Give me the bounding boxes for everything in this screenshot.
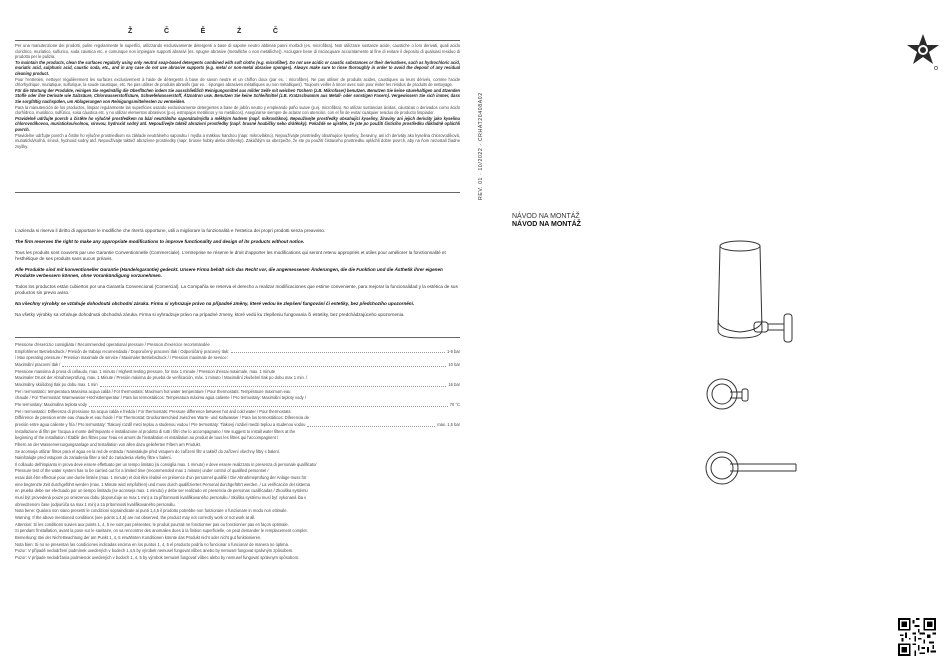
spec-text: Il collaudo dell'impianto in prova deve essere effettuato per un tempo limitato (si consiglia max. 1 minuto) e deve essere realizzato in presenza di personale qualificato/: [15, 461, 317, 467]
spec-text: Pozor: V případě nedodržení podmínek uvedených v bodech 1,4,5 by výrobek nemusel fungovat vůbec anebo by nemusel fungovat správným způsobem.: [15, 548, 294, 554]
spec-row: [15, 429, 460, 436]
spec-text: Per i termostatici: Differenza di pressione tra acqua calda e fredda / For thermostats: Pressure difference between hot and cold water / Pour thermostats:: [15, 408, 292, 414]
manual-title-sk: NÁVOD NA MONTÁŽ: [512, 221, 581, 228]
spec-text: Nota bene: Qualora non siano presenti le condizioni sopraindicate ai punti 1,4,5 il prodotto potrebbe non funzionare o funzionare in modo non ottimale.: [15, 508, 288, 514]
spec-text: Se aconseja utilizar filtros para el agua en la red de entrada / Nainstalujte před vstupem do zařízení filtr a taktéž do zařízení všechny filtry s balení.: [15, 448, 281, 454]
care-fr: Pour l'entretien, nettoyer régulièrement les surfaces exclusivement à l'aide de détergents à base de savon neutre et un chiffon doux (par ex. : microfibre). Ne pas utiliser de produits acides, caustiques ou leurs dérivés, comme l'acide chlorhydrique, muriatique, sulfurique, la soude caustique, etc. Ne pas utiliser de produits abrasifs (par ex. : éponges abrasives métalliques ou non métalliques). Toujours veiller à rincer avec soin pour éviter les résidus de produits de nettoyage.: [15, 76, 460, 88]
care-en: To maintain the products, clean the surfaces regularly using only neutral soap-based detergents combined with soft cloths (e.g. microfiber). Do not use acidic or caustic substances or their derivatives, such as hydrochloric acid, muriatic acid, sulphuric acid, caustic soda, etc., and in any case do not use abrasive supports (e.g. metal or non-metal abrasive sponges). Always make sure to rinse thoroughly in order to avoid the deposit of any residual cleaning product.: [15, 59, 460, 76]
spec-text: obmedzenom čase (odporúča sa max 1 min) a za prítomnosti kvalifikovaného personálu.: [15, 501, 176, 507]
spec-row: [15, 468, 460, 475]
spec-leader-dots: [100, 382, 447, 387]
spec-value: max. 1,5 bar: [437, 421, 460, 427]
spec-leader-dots: [231, 349, 445, 354]
manual-title-cs: NÁVOD NA MONTÁŽ: [512, 213, 580, 220]
language-letters: [128, 28, 278, 35]
revision-code: REV. 01 · 10/2022 · CRHAT20408A02: [478, 92, 484, 200]
spec-row: [15, 402, 460, 409]
spec-row: [15, 535, 460, 542]
spec-row: [15, 555, 460, 562]
spec-row: [15, 415, 460, 422]
spec-text: Pressione massima di prova di collaudo, max. 1 minuto / Highest testing pressure, for max 1 minute / Pression d'essai maximale, max. 1 minute: [15, 368, 276, 374]
spec-row: [15, 515, 460, 522]
spec-row: [15, 542, 460, 549]
spec-row: [15, 422, 460, 429]
letter-z: Ž: [128, 28, 133, 35]
spec-text: Installazione di filtri per l'acqua a monte dell'impianto e installazione al prodotto di tutti i filtri che lo accompagnano / We suggest to install water filters at the: [15, 428, 296, 434]
spec-row: [15, 342, 460, 349]
spec-text: Pressione d'esercizio consigliata / Recommended operational pressure / Pression d'exercice recommandée: [15, 342, 210, 347]
spec-text: Maximaler Druck der Abnahmeprüfung, max. 1 Minute / Presión máxima de prueba de verificación, máx. 1 minuto / Maximální zkušební tlak po dobu max 1 min. /: [15, 375, 308, 381]
qr-code: [898, 618, 936, 656]
spec-leader-dots: [62, 362, 446, 367]
spec-text: presión entre agua caliente y fría / Pro termostaty: Tlakový rozdíl mezi teplou a studenou vodou / Pre termostaty: Tlakový rozdiel medzi teplou a studenou vodou: [15, 421, 306, 427]
spec-row: [15, 475, 460, 482]
spec-row: [15, 362, 460, 369]
spec-row: [15, 455, 460, 462]
spec-text: Nota bien: Si no se presentan las condiciones indicadas encima en los puntos 1, 4, 5 el producto podría no funcionar o funcionar de manera no óptima.: [15, 541, 289, 547]
spec-text: Pozor: V prípade nedodržania podmienok uvedených v bodoch 1, 4, 5 by výrobok nemusel fungovať vôbec alebo by nemusel fungovať správnym spôsobom.: [15, 555, 300, 560]
glass-holder-drawing: [718, 241, 792, 342]
spec-row: [15, 435, 460, 442]
rights-es: Todos los productos están cubiertos por una Garantía Convencional (Comercial). La Compañía se reserva el derecho a realizar modificaciones que estime conveniente, para mejorar la funcionalidad y la estética de sus productos sin previo aviso.: [15, 284, 458, 295]
spec-value: 70 °C: [449, 401, 460, 407]
spec-text: Empfohlener Betriebsdruck / Presión de trabajo recomendada / Doporučený pracovní tlak / Odporúčaný pracovný tlak:: [15, 348, 230, 354]
spec-row: [15, 369, 460, 376]
spec-text: Maximální pracovní tlak /: [15, 361, 61, 367]
spec-text: Filtern an der Wasserversorgungsanlage und Installation von allen dazu gelieferten Filtern am Produkt.: [15, 441, 201, 447]
spec-row: [15, 442, 460, 449]
spec-leader-dots: [89, 402, 448, 407]
spec-text: beginning of the installation / Établir des filtres pour l'eau en amont de l'installation et installation au produit de tous les filtres qui l'accompagnent /: [15, 435, 279, 441]
letter-c2: Č: [272, 28, 278, 35]
spec-row: [15, 528, 460, 535]
letter-e: Ě: [200, 28, 206, 35]
spec-value: 10 bar: [448, 361, 460, 367]
spec-text: en prueba debe ser efectuado por un tiempo limitado (se aconseja max. 1 minuto) y debe ser realizado en presencia de personas cualificadas / Zkouška systému: [15, 488, 308, 494]
care-de: Für die Wartung der Produkte, reinigen Sie regelmäßig die Oberflächen indem Sie ausschließlich Reinigungsmittel aus milder Seife mit weichen Tüchern (z.B. Mikrofaser) benutzen. Benutzen Sie keine säurehaltigen und ätzenden Stoffe oder ihre Derivate wie Salzsäure, Chlorwasserstoffsäure, Schwefelwasserstoff, Ätznatron usw. Benutzen Sie keine Schleifmittel (z.B. Kratzschwamm aus Metall- oder sonstigen Fasern). Vergewissern Sie sich immer, dass Sie sorgfältig nachspülen, um Ablagerungen von Reinigungsmittelresten zu vermeiden.: [15, 87, 460, 104]
spec-text: Attention: Si les conditions suivies aux points 1, 4, 5 ne sont pas présentes, le produit pourrait ne fonctionner pas ou fonctionner pas en façon optimale.: [15, 521, 289, 527]
spec-row: [15, 389, 460, 396]
spec-row: [15, 449, 460, 456]
technical-specs: [15, 342, 460, 562]
towel-bar-drawing: [706, 452, 796, 484]
rights-it: L'azienda si riserva il diritto di apportare le modifiche che riterrà opportune, utili a migliorare la funzionalità e l'estetica dei propri prodotti senza preavviso.: [15, 228, 326, 233]
spec-row: [15, 495, 460, 502]
spec-row: [15, 482, 460, 489]
spec-row: [15, 355, 460, 362]
spec-row: [15, 508, 460, 515]
spec-text: Warning: If the above mentioned conditions (see points 1,4,5) are not observed, the product may not correctly work or not work at all.: [15, 515, 256, 521]
spec-text: Maximálny skúšobný tlak po dobu max. 1 min: [15, 381, 98, 387]
care-es: Para la manutención de los productos, limpiar regularmente las superficies usando exclusivamente detergentes a base de jabón neutro y empleando paño suave (p.ej. microfibra). No utilizar sustancias ácidas, cáusticas o derivados como ácido clorhídrico, muriático, sulfúrico, sosa cáustica etc. y no utilizar elementos abrasivos (p.ej. estropajos metálicos y no metálicos). Asegúrarse siempre de aclarar con atención, con el fin de evitar cualquier residuo de producto limpiador.: [15, 104, 460, 116]
spec-text: Si pendant l'installation, avant la pose sur le sanitaire, on va rencontrer des anomalies dues à la finition superficielle, on peut demander le remplacement complet.: [15, 528, 308, 534]
spec-row: [15, 395, 460, 402]
spec-text: / Max operating pressure / Pression maximale de service / Maximaler Betriebsdruck / / Pression maximale de service:: [15, 355, 228, 361]
spec-row: [15, 502, 460, 509]
spec-text: Per i termostatici: temperatura Massima acqua calda / For thermostats: Maximum hot water temperature / Pour thermostats: Température maximum eau: [15, 388, 291, 394]
rights-en: The firm reserves the right to make any appropriate modifications to improve functionality and design of its products without notice.: [15, 239, 305, 244]
spec-text: Pressure test of the water system has to be carried out for a limited time (recommended max 1 minute) under control of qualified personnel /: [15, 468, 269, 474]
warranty-notes: [15, 228, 460, 323]
specs-divider: [15, 337, 460, 338]
spec-text: Bemerkung: Bei der Nicht-Beachtung der am Punkt 1, 4, 5 erwähnten Konditionen könnte das Produkt nicht oder nicht gut funktionieren.: [15, 535, 262, 541]
spec-text: Différence de pression entre eau chaude et eau froide / Für Thermostat: Druckunterschied zwischen Warm- und Kaltwasser / Para los termostáticos: Diferencia de: [15, 415, 309, 421]
spec-text: eine begrenzte Zeit durchgeführt werden (max. 1 Minute wird empfohlen) und muss durch qualifiziertes Personal durchgeführt werden. / La verificación del sistema: [15, 481, 310, 487]
spec-row: [15, 462, 460, 469]
spec-text: Pre termostaty: Maximálna teplota vody: [15, 401, 87, 407]
rights-cs: Na všechny výrobky se vztahuje dohodnutá obchodní záruka. Firma si vyhrazuje právo na případné změny, které vedou ke zlepšení fungování či estetiky, bez předchozího upozornění.: [15, 301, 415, 306]
spec-text: chaude / Für Thermostat: Warmwasser-Höchsttemperatur / Para los termostáticos: Temperatura máxima agua caliente / Pro termostaty: Maximální teploty vody /: [15, 395, 306, 401]
spec-row: [15, 522, 460, 529]
care-it: Per una manutenzione dei prodotti, pulire regolarmente le superfici, utilizzando esclusivamente detergenti a base di sapone neutro abbinati panni morbidi (es. microfibra). Non utilizzare sostanze acide, caustiche o loro derivati, quali acido cloridrico, muriatico, sulfurico, soda caustica etc. e comunque non impiegare supporti abrasivi (es. spugne abrasive (metalliche o non metalliche)). Asciugare bene di risciacquare accuratamente al fine di evitare il deposito di qualsiasi residuo di prodotto per le pulizia.: [15, 43, 460, 60]
spec-text: essai doit être effectué pour une durée limitée (max. 1 minute) et doit être réalisé en présence d'un personnel qualifié / Die Abnahmeprüfung der Anlage muss für: [15, 475, 307, 481]
spec-leader-dots: [307, 422, 435, 427]
letter-z2: Ź: [236, 28, 242, 35]
spec-row: [15, 548, 460, 555]
care-sk: Pravidelne udržujte povrch a čistite ho výlučne prostriedkom na základe neutrálneho saponátu / mydla a mäkkou handrou (napr. mikrovlákno). Nepoužívajte prostriedky obsahujúce kyseliny, žieraviny, ani ich deriváty ako kyselina chlorovodíková, muriatická/soľná, sírová, hydroxid sodný atď. Nepoužívajte taktiež abrazívne prostriedky (napr. brúsne hubky alebo drôtenky). Zakaždým sa ubezpečte, že ste po použití čistiaceho prostriedku opláchli dobre povrch, aby na ňom nezostali žiadne zvyšky.: [15, 132, 460, 149]
robe-hook-drawing: [707, 379, 748, 409]
spec-row: [15, 409, 460, 416]
spec-text: musí být provedená pouze po omezenou dobu (doporučuje se max 1 min) a za přítomnosti kvalifikovaného personálu / Skúška systému musí byť vykonaná iba v: [15, 495, 307, 501]
care-cs: Pravidelně udržujte povrch a čistěte ho výlučně prostředkem na bázi neutrálního saponátu/mýdla a měkkým hadrem (např. mikrovlákno). Nepoužívejte prostředky obsahující kyseliny, žíraviny ani jejich deriváty jako kyselinu chlorovodíkovou, muriatickou/solnou, sírovou, hydroxid sodný atd. Nepoužívejte taktéž abrazivní prostředky (např. brusné houbičky nebo drátěnky). Pokaždé se ujistěte, že jste po použití čisticího prostředku důkladně opláchli povrch.: [15, 115, 460, 132]
spec-row: [15, 382, 460, 389]
spec-row: [15, 488, 460, 495]
top-divider: [15, 40, 460, 41]
rights-fr: Tous les produits sont couverts par une Garantie Conventionnelle (Commerciale). L'entreprise se réserve le droit d'apporter les modifications qui seront retenu appropriés et utiles pour améliorer la fonctionnalité et l'esthétique de ses produits sans aucun préavis.: [15, 250, 446, 261]
spec-text: Nainštalujte pred vstupom do zariadenia filter a tiež do zariadenia všetky filtre v balení.: [15, 455, 172, 461]
rights-de: Alle Produkte sind mit konventioneller Garantie (Handelsgarantie) gedeckt. Unsere Firma behält sich das Recht vor, die angemessenen Änderungen, die die Funktion und die Ästhetik ihrer eigenen Produkte verbessern können, ohne Vorankündigung vorzunehmen.: [15, 267, 443, 278]
rights-sk: Na všetky výrobky sa vzťahuje dohodnutá obchodná záruka. Firma si vyhradzuje právo na prípadné zmeny, ktoré vedú ku zlepšeniu fungovania či estetiky, bez predchádzajúceho upozornenia.: [15, 312, 405, 317]
letter-c: Č: [163, 28, 169, 35]
care-instructions: [15, 43, 460, 178]
product-drawings: [680, 210, 800, 500]
spec-value: 16 bar: [448, 381, 460, 387]
spec-row: [15, 349, 460, 356]
spec-row: [15, 375, 460, 382]
spec-value: 1-5 bar: [447, 348, 460, 354]
middle-divider: [15, 192, 460, 193]
brand-star-logo: [905, 32, 941, 74]
